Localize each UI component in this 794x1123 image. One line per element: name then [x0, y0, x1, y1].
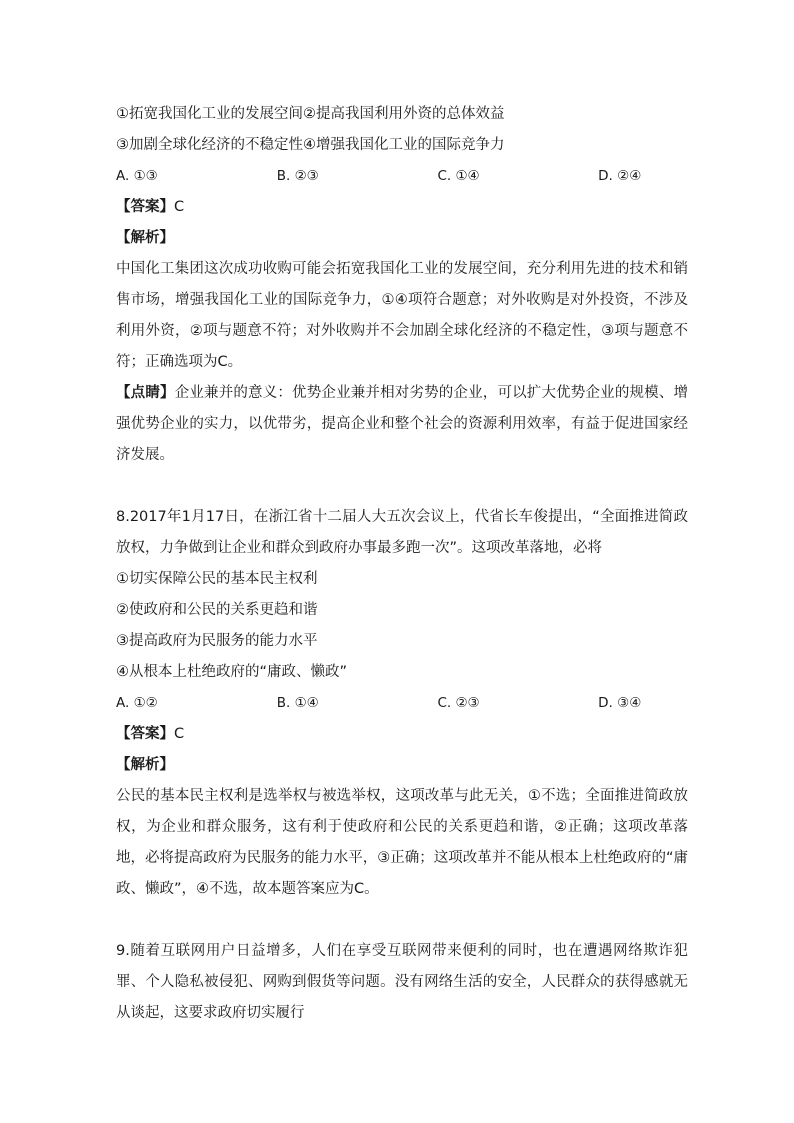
q8-options [116, 688, 688, 719]
q8-statement-3: ③提高政府为民服务的能力水平 [116, 633, 318, 649]
q7-option-b: B. ②③ [276, 168, 319, 184]
q7-statement-line-2: ③加剧全球化经济的不稳定性④增强我国化工业的国际竞争力 [116, 137, 505, 153]
q9-stem: 9.随着互联网用户日益增多，人们在享受互联网带来便利的同时，也在遭遇网络欺诈犯罪、个人隐私被侵犯、网购到假货等问题。没有网络生活的安全，人民群众的获得感就无从谈起，这要求政府切实履行 [116, 943, 688, 1021]
q8-option-b: B. ①④ [276, 695, 319, 711]
spacer [116, 471, 688, 502]
q7-option-a: A. ①③ [116, 168, 158, 184]
q8-statement-4: ④从根本上杜绝政府的“庸政、懒政” [116, 664, 348, 680]
q8-option-d: D. ③④ [598, 695, 642, 711]
q8-stem: 8.2017年1月17日，在浙江省十二届人大五次会议上，代省长车俊提出，“全面推进简政放权，力争做到让企业和群众到政府办事最多跑一次”。这项改革落地，必将 [116, 509, 688, 556]
spacer [116, 905, 688, 936]
q7-statement-line-1: ①拓宽我国化工业的发展空间②提高我国利用外资的总体效益 [116, 106, 505, 122]
document-body [116, 99, 688, 1029]
q7-options [116, 161, 688, 192]
q7-option-c: C. ①④ [437, 168, 480, 184]
q8-answer-value: C [174, 726, 185, 742]
q7-option-d: D. ②④ [598, 168, 642, 184]
q8-statement-1: ①切实保障公民的基本民主权利 [116, 571, 318, 587]
q7-note-label: 【点睛】 [116, 385, 175, 401]
q7-analysis-heading [116, 223, 688, 254]
q7-note [116, 378, 688, 471]
q8-analysis-label: 【解析】 [116, 757, 174, 773]
q7-analysis-text: 中国化工集团这次成功收购可能会拓宽我国化工业的发展空间，充分利用先进的技术和销售市场，增强我国化工业的国际竞争力，①④项符合题意；对外收购是对外投资，不涉及利用外资，②项与题意不符；对外收购并不会加剧全球化经济的不稳定性，③项与题意不符；正确选项为C。 [116, 261, 688, 370]
q8-answer-label: 【答案】 [116, 726, 174, 742]
q8-analysis-text: 公民的基本民主权利是选举权与被选举权，这项改革与此无关，①不选；全面推进简政放权，为企业和群众服务，这有利于使政府和公民的关系更趋和谐，②正确；这项改革落地，必将提高政府为民服务的能力水平，③正确；这项改革并不能从根本上杜绝政府的“庸政、懒政”，④不选，故本题答案应为C。 [116, 788, 688, 897]
q8-option-a: A. ①② [116, 695, 158, 711]
q7-note-text: 企业兼并的意义：优势企业兼并相对劣势的企业，可以扩大优势企业的规模、增强优势企业的实力，以优带劣，提高企业和整个社会的资源利用效率，有益于促进国家经济发展。 [116, 385, 689, 463]
q8-statement-2: ②使政府和公民的关系更趋和谐 [116, 602, 318, 618]
q8-answer [116, 719, 688, 750]
q8-option-c: C. ②③ [437, 695, 480, 711]
q7-answer-value: C [174, 199, 185, 215]
q8-analysis-heading [116, 750, 688, 781]
q7-answer-label: 【答案】 [116, 199, 174, 215]
q7-analysis-label: 【解析】 [116, 230, 174, 246]
q7-answer [116, 192, 688, 223]
